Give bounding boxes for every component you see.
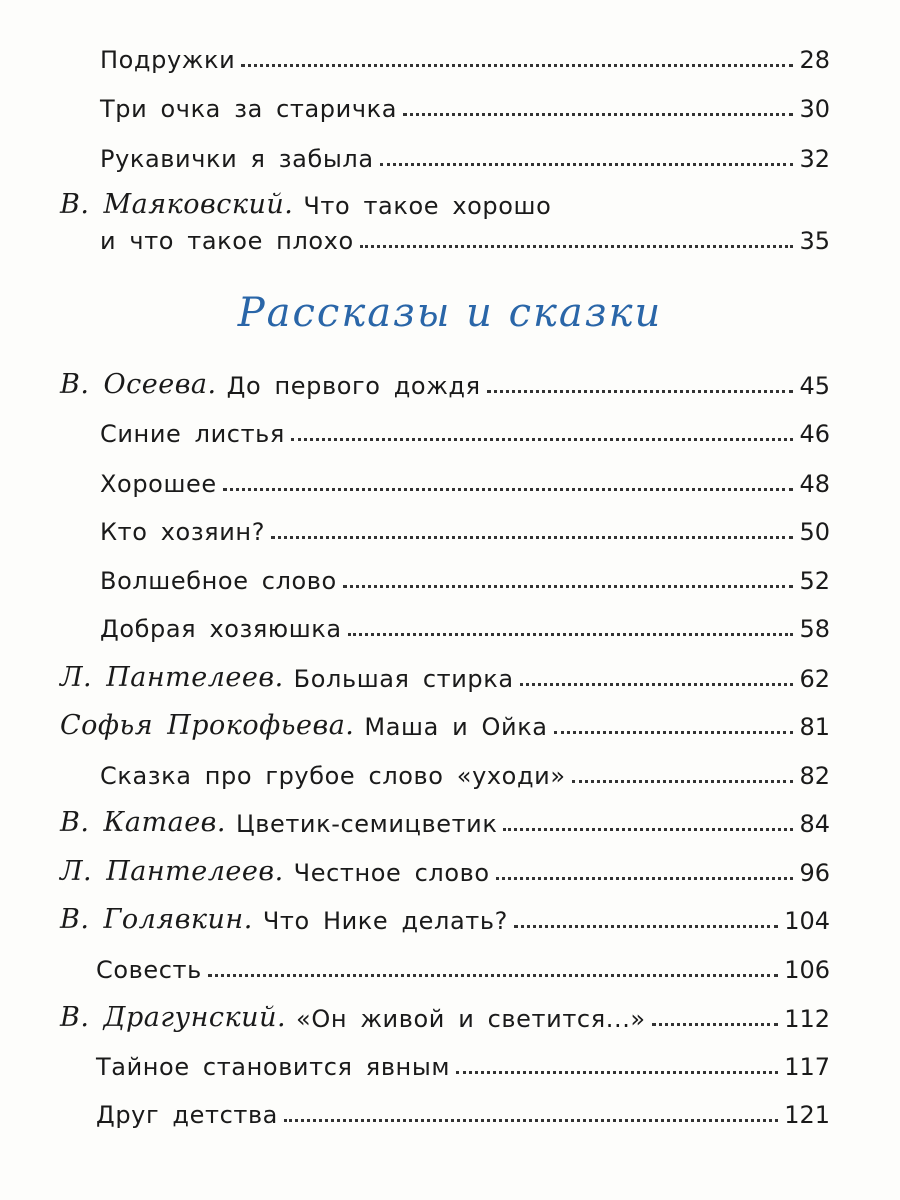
section-title: Рассказы и сказки (237, 290, 663, 336)
dot-leader (520, 683, 794, 686)
page-number: 32 (799, 145, 830, 173)
dot-leader (456, 1071, 778, 1074)
entry-title: Рукавички я забыла (100, 145, 374, 173)
dot-leader (652, 1023, 778, 1026)
page-number: 117 (784, 1053, 830, 1081)
toc-entry (0, 360, 900, 400)
toc-entry (0, 83, 900, 123)
dot-leader (514, 925, 778, 928)
dot-leader (284, 1119, 778, 1122)
dot-leader (291, 438, 794, 441)
dot-leader (503, 828, 793, 831)
entry-title: Добрая хозяюшка (100, 615, 342, 643)
page-number: 45 (799, 372, 830, 400)
dot-leader (208, 974, 778, 977)
page-number: 50 (799, 518, 830, 546)
toc-entry (0, 1041, 900, 1081)
page-number: 35 (799, 227, 830, 255)
entry-author: В. Осеева. (60, 369, 217, 400)
entry-title: Честное слово (293, 859, 490, 887)
toc-entry (0, 750, 900, 790)
page-number: 62 (799, 665, 830, 693)
toc-entry (0, 798, 900, 838)
entry-title: «Он живой и светится...» (296, 1005, 646, 1033)
entry-title: Синие листья (100, 420, 285, 448)
page-number: 82 (799, 762, 830, 790)
entry-title: Кто хозяин? (100, 518, 266, 546)
dot-leader (496, 877, 794, 880)
page-number: 84 (799, 810, 830, 838)
page-number: 46 (799, 420, 830, 448)
entry-title: Хорошее (100, 470, 217, 498)
toc-entry (0, 215, 900, 255)
toc-entry (0, 555, 900, 595)
entry-author: В. Катаев. (60, 807, 226, 838)
page-number: 121 (784, 1101, 830, 1129)
toc-entry (0, 506, 900, 546)
entry-title: Что такое хорошо (303, 192, 552, 220)
dot-leader (380, 163, 794, 166)
dot-leader (487, 390, 794, 393)
toc-entry (0, 993, 900, 1033)
entry-title: До первого дождя (226, 372, 481, 400)
entry-title: Друг детства (96, 1101, 278, 1129)
dot-leader (348, 633, 794, 636)
dot-leader (360, 245, 794, 248)
toc-entry (0, 408, 900, 448)
dot-leader (223, 488, 794, 491)
dot-leader (241, 64, 793, 67)
entry-title: Маша и Ойка (364, 713, 548, 741)
dot-leader (572, 780, 794, 783)
entry-author: Л. Пантелеев. (60, 662, 284, 693)
entry-title: Подружки (100, 46, 236, 74)
entry-title: Тайное становится явным (96, 1053, 451, 1081)
dot-leader (403, 113, 793, 116)
toc-entry (0, 701, 900, 741)
page-number: 106 (784, 956, 830, 984)
dot-leader (554, 731, 794, 734)
toc-entry (0, 133, 900, 173)
page-number: 81 (799, 713, 830, 741)
toc-entry (0, 847, 900, 887)
page-number: 48 (799, 470, 830, 498)
entry-title: Сказка про грубое слово «уходи» (100, 762, 566, 790)
page-number: 104 (784, 907, 830, 935)
entry-author: В. Драгунский. (60, 1002, 287, 1033)
toc-entry (0, 653, 900, 693)
entry-title-continued: и что такое плохо (100, 227, 354, 255)
toc-entry (0, 458, 900, 498)
entry-title: Большая стирка (293, 665, 514, 693)
entry-author: Л. Пантелеев. (60, 856, 284, 887)
page-number: 28 (799, 46, 830, 74)
entry-title: Цветик-семицветик (235, 810, 498, 838)
page-number: 96 (799, 859, 830, 887)
entry-title: Что Нике делать? (262, 907, 508, 935)
entry-author: В. Маяковский. (60, 189, 294, 220)
entry-title: Три очка за старичка (100, 95, 398, 123)
dot-leader (343, 585, 794, 588)
toc-entry (0, 895, 900, 935)
toc-entry (0, 603, 900, 643)
toc-entry (0, 1089, 900, 1129)
page-number: 112 (784, 1005, 830, 1033)
page-number: 30 (799, 95, 830, 123)
entry-author: Софья Прокофьева. (60, 710, 355, 741)
toc-entry-first-line (60, 180, 551, 220)
entry-title: Волшебное слово (100, 567, 337, 595)
page-number: 58 (799, 615, 830, 643)
entry-title: Совесть (96, 956, 202, 984)
toc-entry (0, 944, 900, 984)
dot-leader (271, 536, 793, 539)
toc-entry (0, 34, 900, 74)
page-number: 52 (799, 567, 830, 595)
entry-author: В. Голявкин. (60, 904, 253, 935)
